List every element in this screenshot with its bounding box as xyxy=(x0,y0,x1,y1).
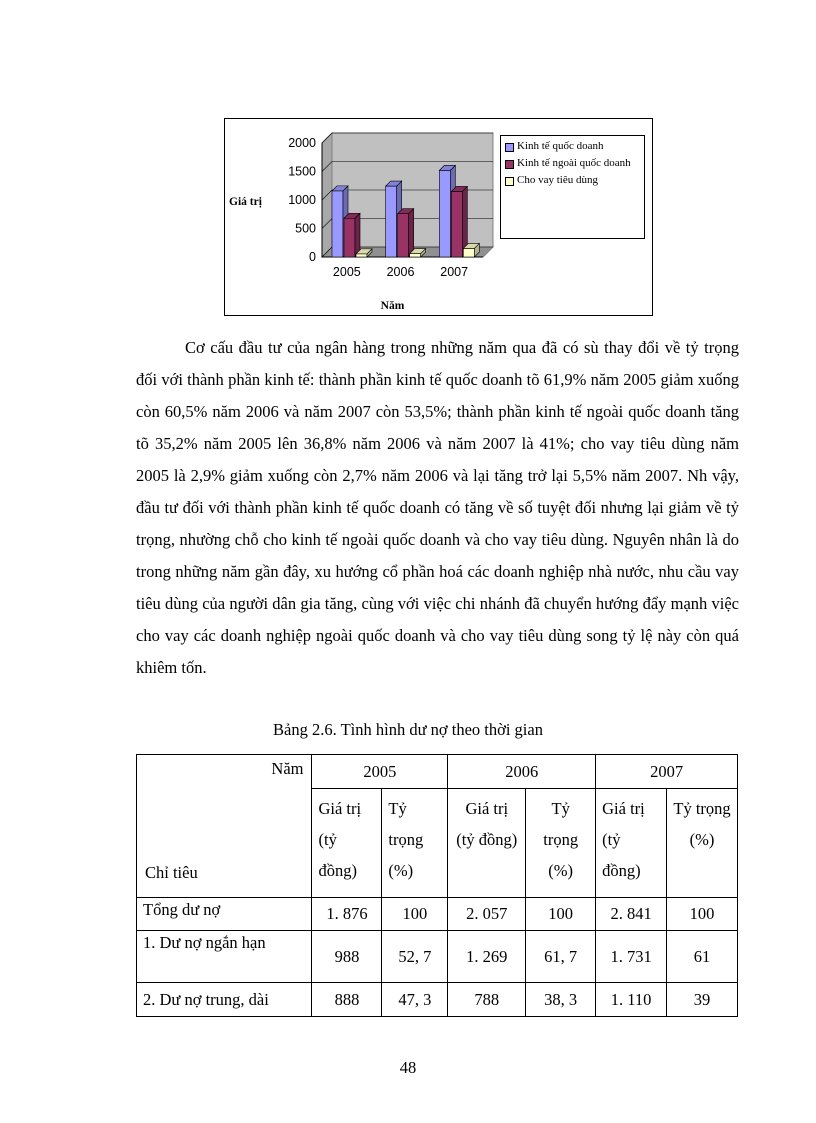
table-cell: 47, 3 xyxy=(382,983,448,1017)
value-header: Giá trị (tỷ đồng) xyxy=(596,789,667,898)
x-tick-label: 2006 xyxy=(386,265,415,279)
header-corner-cell xyxy=(137,755,312,898)
table-cell: 38, 3 xyxy=(526,983,596,1017)
row-label: Tổng dư nợ xyxy=(137,898,312,931)
value-header: Giá trị (tỷ đồng) xyxy=(312,789,382,898)
bar-front xyxy=(356,254,367,257)
bar-front xyxy=(439,170,450,257)
bar-front xyxy=(344,218,355,257)
chart-legend xyxy=(500,135,645,239)
share-header: Tỷ trọng (%) xyxy=(382,789,448,898)
header-row-label: Chỉ tiêu xyxy=(145,863,198,882)
legend-label: Kinh tế ngoài quốc doanh xyxy=(517,157,631,169)
table-cell: 888 xyxy=(312,983,382,1017)
table-cell: 988 xyxy=(312,931,382,983)
bar-front xyxy=(463,248,474,257)
table-row xyxy=(137,898,738,931)
debt-table xyxy=(136,754,738,1017)
share-header: Tỷ trọng (%) xyxy=(667,789,738,898)
y-tick-label: 0 xyxy=(309,250,316,264)
year-header: 2007 xyxy=(596,755,738,789)
table-cell: 2. 841 xyxy=(596,898,667,931)
x-axis-label: Năm xyxy=(380,300,405,312)
y-tick-label: 1000 xyxy=(288,193,316,207)
table-cell: 2. 057 xyxy=(448,898,526,931)
legend-item-kinh-te-quoc-doanh xyxy=(505,140,640,153)
year-header: 2006 xyxy=(448,755,596,789)
legend-item-cho-vay-tieu-dung xyxy=(505,174,640,187)
y-tick-label: 1500 xyxy=(288,164,316,179)
y-tick-label: 2000 xyxy=(288,136,316,150)
legend-item-kinh-te-ngoai-quoc-doanh xyxy=(505,157,640,170)
x-tick-label: 2005 xyxy=(332,265,361,279)
table-cell: 61, 7 xyxy=(526,931,596,983)
bar-front xyxy=(410,254,421,257)
chart-frame xyxy=(224,118,653,316)
body-paragraph: Cơ cấu đầu tư của ngân hàng trong những năm qua đã có sù thay đổi về tỷ trọng đối với thành phần kinh tế: thành phần kinh tế quốc doanh tõ 61,9% năm 2005 giảm xuống còn 60,5% năm 2006 và năm 2007 còn 53,5%; thành phần kinh tế ngoài quốc doanh tăng tõ 35,2% năm 2005 lên 36,8% năm 2006 và năm 2007 là 41%; cho vay tiêu dùng năm 2005 là 2,9% giảm xuống còn 2,7% năm 2006 và lại tăng trở lại 5,5% năm 2007. Nh vậy, đầu tư đối với thành phần kinh tế quốc doanh có tăng về số tuyệt đối nhưng lại giảm về tỷ trọng, nhường chỗ cho kinh tế ngoài quốc doanh và cho vay tiêu dùng. Nguyên nhân là do trong những năm gần đây, xu hướng cổ phần hoá các doanh nghiệp nhà nước, nhu cầu vay tiêu dùng của người dân gia tăng, cùng với việc chi nhánh đã chuyển hướng đẩy mạnh việc cho vay các doanh nghiệp ngoài quốc doanh và cho vay tiêu dùng song tỷ lệ này còn quá khiêm tốn. xyxy=(136,338,739,677)
table-cell: 1. 110 xyxy=(596,983,667,1017)
bar-front xyxy=(451,191,462,257)
table-row xyxy=(137,931,738,983)
page-number: 48 xyxy=(399,1058,417,1077)
table-cell: 100 xyxy=(526,898,596,931)
table-cell: 39 xyxy=(667,983,738,1017)
year-header: 2005 xyxy=(312,755,448,789)
table-row xyxy=(137,983,738,1017)
bar-front xyxy=(386,186,397,257)
legend-swatch xyxy=(505,143,514,152)
table-cell: 100 xyxy=(382,898,448,931)
table-cell: 1. 876 xyxy=(312,898,382,931)
row-label: 2. Dư nợ trung, dài xyxy=(137,983,312,1017)
bar-front xyxy=(398,214,409,257)
table-cell: 1. 269 xyxy=(448,931,526,983)
y-tick-label: 500 xyxy=(295,221,316,236)
table-cell: 1. 731 xyxy=(596,931,667,983)
table-cell: 52, 7 xyxy=(382,931,448,983)
bar-side xyxy=(409,209,414,257)
y-axis-label: Giá trị xyxy=(229,196,262,208)
table-cell: 788 xyxy=(448,983,526,1017)
table-caption: Bảng 2.6. Tình hình dư nợ theo thời gian xyxy=(273,720,543,739)
legend-swatch xyxy=(505,177,514,186)
x-tick-label: 2007 xyxy=(440,265,469,279)
legend-label: Kinh tế quốc doanh xyxy=(517,140,604,152)
table-cell: 61 xyxy=(667,931,738,983)
value-header: Giá trị (tỷ đồng) xyxy=(448,789,526,898)
bar-front xyxy=(332,191,343,257)
legend-label: Cho vay tiêu dùng xyxy=(517,174,598,186)
legend-swatch xyxy=(505,160,514,169)
table-header-row xyxy=(137,755,738,789)
row-label: 1. Dư nợ ngắn hạn xyxy=(137,931,312,983)
header-year-label: Năm xyxy=(271,759,304,778)
share-header: Tỷ trọng (%) xyxy=(526,789,596,898)
table-cell: 100 xyxy=(667,898,738,931)
